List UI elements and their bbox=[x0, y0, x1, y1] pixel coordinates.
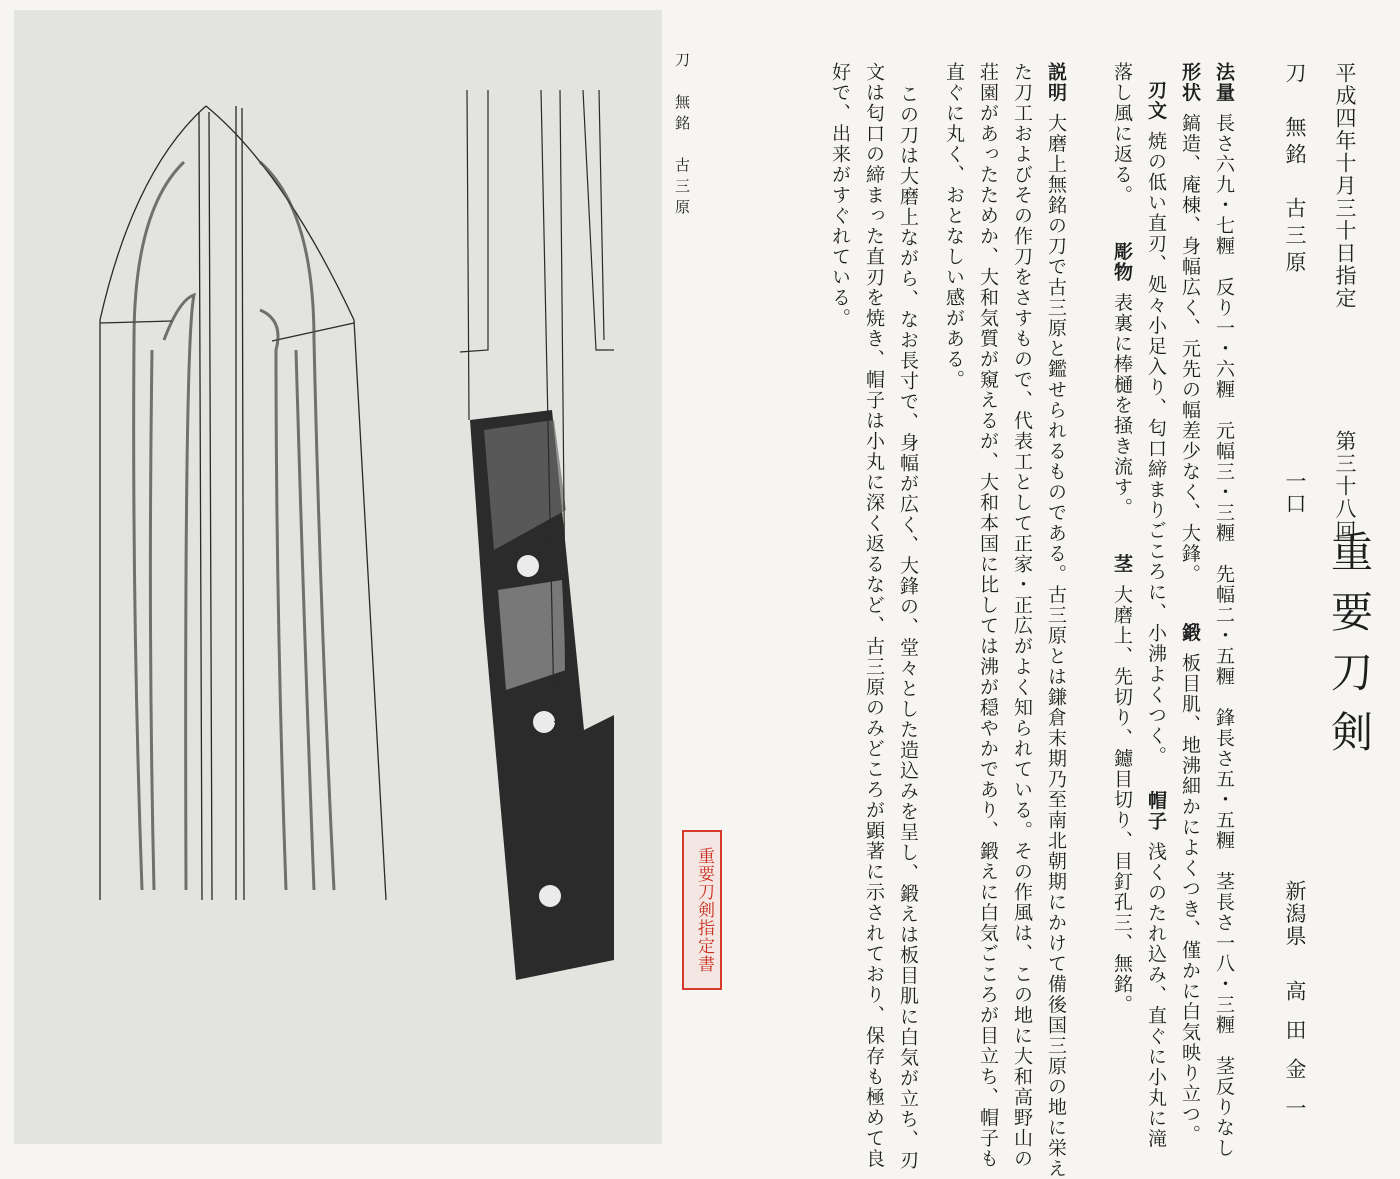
sword-oshigata-drawing bbox=[14, 10, 662, 1144]
keijou-label: 形状 bbox=[1179, 62, 1201, 103]
houryou-text: 長さ六九・七糎 反り一・六糎 元幅三・三糎 先幅二・五糎 鋒長さ五・五糎 茎長さ一八・三糎 茎反りなし bbox=[1213, 113, 1235, 1159]
setsumei-line-5: この刀は大磨上ながら、なお長寸で、身幅が広く、大鋒の、堂々とした造込みを呈し、鍛えは板目肌に白気が立ち、刃 bbox=[897, 84, 919, 1171]
horimono-label: 彫物 bbox=[1111, 241, 1133, 283]
category-title: 重要刀剣 bbox=[1325, 530, 1374, 770]
item-count: 一口 bbox=[1283, 470, 1307, 515]
oshigata-plate bbox=[14, 10, 662, 1144]
setsumei-line-2: た刀工およびその作刀をさすもので、代表工として正家・正広がよく知られている。その作風は、この地に大和高野山の bbox=[1011, 62, 1033, 1169]
setsumei-label: 説明 bbox=[1045, 62, 1067, 103]
hamon-column bbox=[1146, 62, 1165, 1149]
boushi-label: 帽子 bbox=[1145, 790, 1167, 832]
setsumei-line-7: 好で、出来がすぐれている。 bbox=[829, 62, 851, 329]
horimono-text: 表裏に棒樋を掻き流す。 bbox=[1111, 292, 1133, 518]
setsumei-column-1 bbox=[1046, 62, 1065, 1179]
setsumei-line-6: 文は匂口の締まった直刃を焼き、帽子は小丸に深く返るなど、古三原のみどころが顕著に示されており、保存も極めて良 bbox=[863, 62, 885, 1169]
setsumei-line-4: 直ぐに丸く、おとなしい感がある。 bbox=[943, 62, 965, 390]
seal-lettering: 重要刀剣指定書 bbox=[694, 847, 714, 973]
sword-name: 刀 無銘 古三原 bbox=[1283, 62, 1307, 278]
prefecture: 新潟県 bbox=[1283, 880, 1307, 948]
horimono-column bbox=[1112, 62, 1131, 1015]
nakago-label: 茎 bbox=[1111, 554, 1133, 575]
keijou-text: 鎬造、庵棟、身幅広く、元先の幅差少なく、大鋒。 bbox=[1179, 113, 1201, 585]
red-seal-stamp bbox=[682, 830, 722, 990]
designation-date: 平成四年十月三十日指定 bbox=[1333, 62, 1357, 310]
hamon-label: 刃文 bbox=[1145, 80, 1167, 121]
owner-name: 高田金一 bbox=[1283, 980, 1307, 1136]
setsumei-line-3: 荘園があったためか、大和気質が窺えるが、大和本国に比しては沸が穏やかであり、鍛えに白気ごころが目立ち、帽子も bbox=[977, 62, 999, 1169]
keijou-column bbox=[1180, 62, 1199, 1145]
nakago-text: 大磨上、先切り、鑢目切り、目釘孔三、無銘。 bbox=[1111, 584, 1133, 1015]
houryou-label: 法量 bbox=[1213, 62, 1235, 103]
kitae-text: 板目肌、地沸細かによくつき、僅かに白気映り立つ。 bbox=[1179, 653, 1201, 1145]
boushi-text: 浅くのたれ込み、直ぐに小丸に滝 bbox=[1145, 841, 1167, 1149]
setsumei-line-1: 大磨上無銘の刀で古三原と鑑せられるものである。古三原とは鎌倉末期乃至南北朝期にかけて備後国三原の地に栄え bbox=[1045, 113, 1067, 1179]
houryou-column bbox=[1214, 62, 1233, 1159]
plate-caption: 刀 無銘 古三原 bbox=[673, 52, 691, 220]
hamon-text: 焼の低い直刃、処々小足入り、匂口締まりごころに、小沸よくつく。 bbox=[1145, 131, 1167, 767]
session-number: 第三十八回 bbox=[1333, 430, 1357, 543]
hamon-text-cont: 落し風に返る。 bbox=[1111, 62, 1133, 206]
kitae-label: 鍛 bbox=[1179, 622, 1201, 643]
